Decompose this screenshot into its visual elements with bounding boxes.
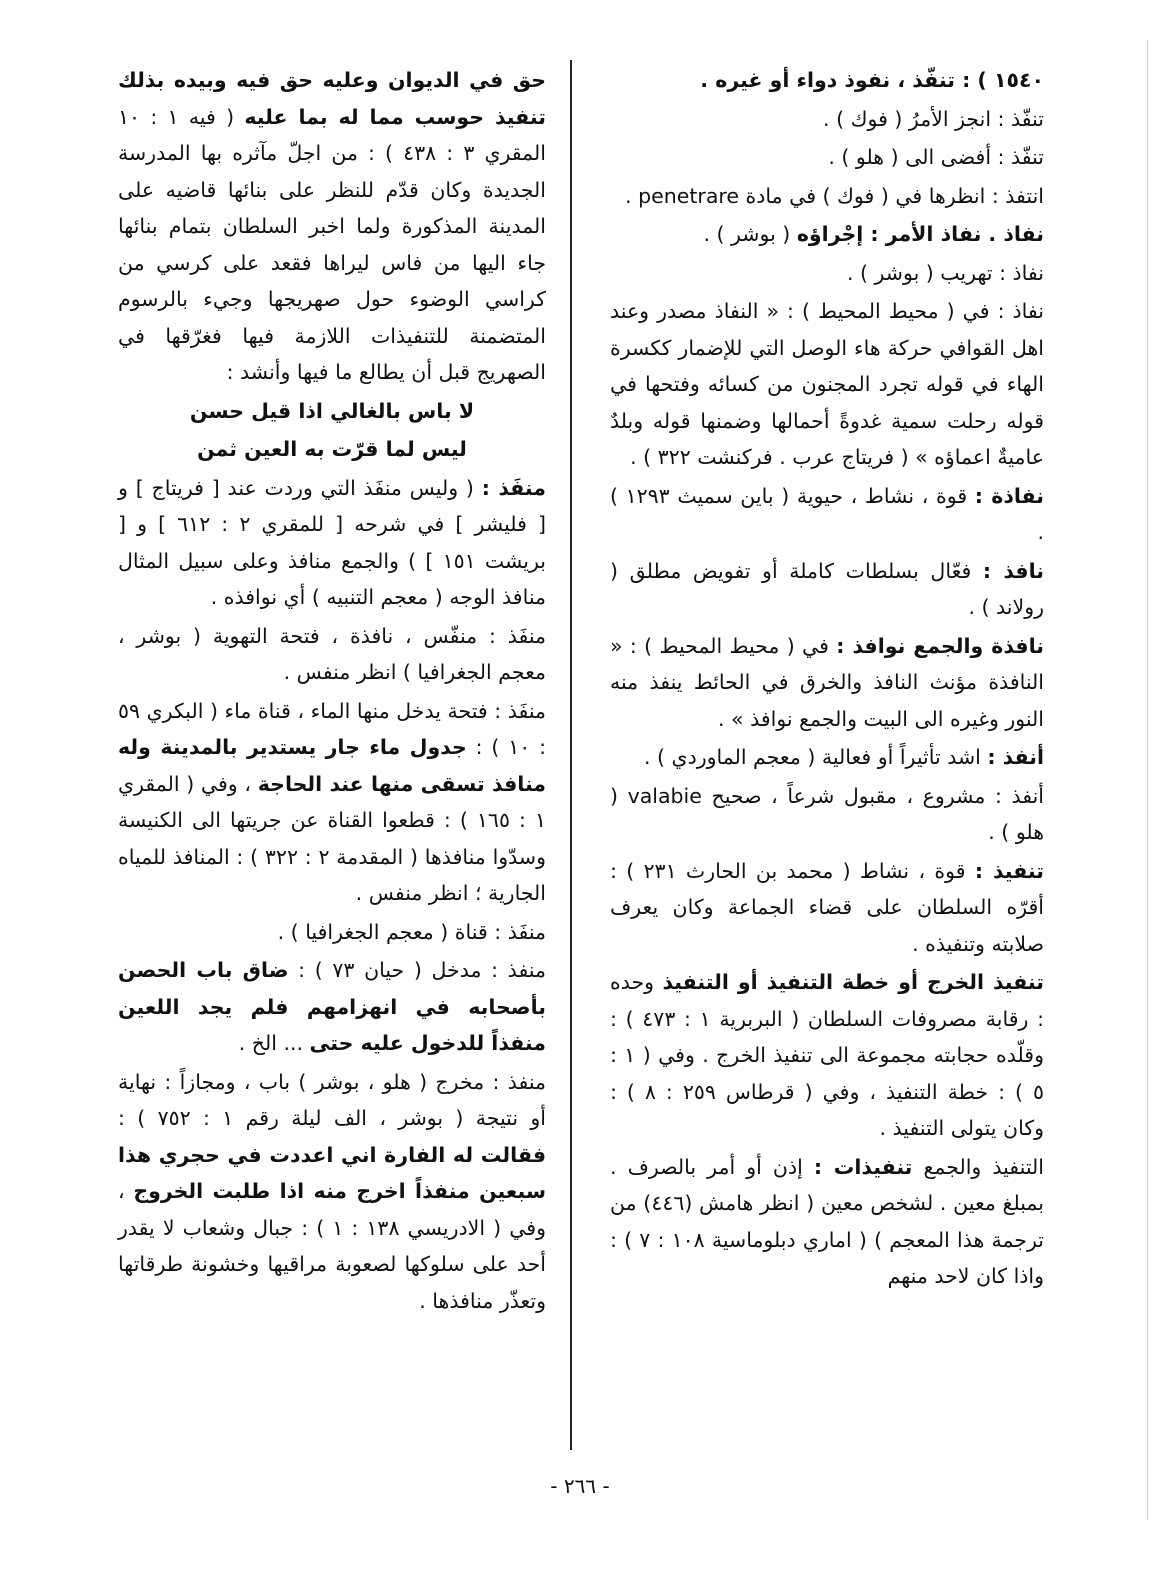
entry-paragraph (610, 628, 1044, 738)
entry-text: إذن أو أمر بالصرف . بمبلغ معين . لشخص معين ( انظر هامش (٤٤٦) من ترجمة هذا المعجم ) ( اماري دبلوماسية ١٠٨ : ٧ ) : واذا كان لاحد منهم (610, 1154, 1044, 1288)
entry-paragraph (118, 393, 546, 430)
entry-paragraph (610, 553, 1044, 626)
entry-headword: تنفيذ : (974, 858, 1044, 883)
entry-text: فعّال بسلطات كاملة أو تفويض مطلق ( رولاند ) . (610, 558, 1044, 619)
entry-paragraph (118, 62, 546, 391)
column-divider (570, 60, 572, 1450)
entry-paragraph (610, 778, 1044, 851)
entry-headword: تنفيذ الخرج أو خطة التنفيذ أو التنفيذ (662, 970, 1044, 994)
entry-text: ، وفي ( الادريسي ١٣٨ : ١ ) : جبال وشعاب لا يقدر أحد على سلوكها لصعوبة مراقيها وخشونة طرقاتها وتعذّر منافذها . (118, 1179, 546, 1313)
entry-headword: نفاذ . نفاذ الأمر : إجْراؤه (796, 222, 1044, 246)
entry-text: ( بوشر ) . (703, 222, 797, 246)
entry-paragraph (610, 101, 1044, 138)
entry-headword: منفَذ : (481, 475, 546, 500)
entry-text: نفاذ : في ( محيط المحيط ) : « النفاذ مصدر وعند اهل القوافي حركة هاء الوصل التي للإضمار ككسرة الهاء في قوله تجرد المجنون من كسائه وفتحها في قوله رحلت سمية غدوةً أحمالها وضمنها قوله وبلدٌ عاميةٌ اعماؤه » ( فريتاج عرب . فركنشت ٣٢٢ ) . (610, 299, 1044, 469)
entry-text: في ( محيط المحيط ) : « النافذة مؤنث النافذ والخرق في الحائط ينفذ منه النور وغيره الى البيت والجمع نوافذ » . (610, 633, 1044, 731)
entry-headword: ليس لما قرّت به العين ثمن (197, 437, 467, 461)
entry-headword: نفاذة : (974, 483, 1044, 508)
entry-text: أنفذ : مشروع ، مقبول شرعاً ، صحيح valabie ( هلو ) . (610, 783, 1045, 844)
entry-paragraph (118, 618, 546, 691)
entry-headword: نافذة والجمع نوافذ : (836, 633, 1044, 658)
page-edge-line (1147, 40, 1148, 1520)
entry-paragraph (118, 914, 546, 951)
entry-headword: حق في الديوان وعليه حق فيه وبيده بذلك تنفيذ حوسب مما له بما عليه (118, 68, 546, 129)
entry-paragraph (118, 470, 546, 616)
entry-paragraph (610, 62, 1044, 99)
entry-text: ، وفي ( المقري ١ : ١٦٥ ) : قطعوا القناة عن جريتها الى الكنيسة وسدّوا منافذها ( المقدمة ٢ : ٣٢٢ ) : المنافذ للمياه الجارية ؛ انظر منفس . (118, 771, 547, 905)
left-column (118, 62, 546, 1321)
entry-headword: نافذ : (982, 558, 1044, 583)
entry-paragraph (610, 293, 1044, 476)
entry-text: اشد تأثيراً أو فعالية ( معجم الماوردي ) . (643, 745, 988, 769)
entry-text: قوة ، نشاط ، حيوية ( باين سميث ١٢٩٣ ) . (610, 483, 1044, 544)
entry-text: منفَذ : فتحة يدخل منها الماء ، قناة ماء ( البكري ٥٩ : ١٠ ) : (118, 698, 546, 759)
entry-text: نفاذ : تهريب ( بوشر ) . (846, 260, 1044, 285)
entry-paragraph (118, 1064, 546, 1320)
entry-paragraph (610, 216, 1044, 253)
entry-text: قوة ، نشاط ( محمد بن الحارث ٢٣١ ) : أقرّه السلطان على قضاء الجماعة وكان يعرف صلابته وتنفيذه . (610, 858, 1044, 956)
entry-text: منفذ : مخرج ( هلو ، بوشر ) باب ، ومجازاً : نهاية أو نتيجة ( بوشر ، الف ليلة رقم ١ : ٧٥٢ ) : (118, 1069, 546, 1130)
entry-paragraph (118, 431, 546, 468)
entry-headword: ضاق باب الحصن بأصحابه في انهزامهم فلم يجد اللعين منفذاً للدخول عليه حتى (118, 958, 546, 1055)
entry-headword: فقالت له الفارة اني اعددت في حجري هذا سبعين منفذاً اخرج منه اذا طلبت الخروج (118, 1142, 546, 1203)
entry-text: منفَذ : منفّس ، نافذة ، فتحة التهوية ( بوشر ، معجم الجغرافيا ) انظر منفس . (118, 623, 546, 684)
entry-text: منفذ : مدخل ( حيان ٧٣ ) : (288, 958, 546, 982)
entry-text: ( فيه ١ : ١٠ المقري ٣ : ٤٣٨ ) : من اجلّ مآثره بها المدرسة الجديدة وكان قدّم للنظر على بنائها قاضيه على المدينة المذكورة ولما اخبر السلطان بتمام بنائها جاء اليها من فاس ليراها فقعد على كرسي من كراسي الوضوء حول صهريجها وجيء بالرسوم المتضمنة للتنفيذات اللازمة فيها فغرّقها في الصهريج قبل أن يطالع ما فيها وأنشد : (118, 104, 546, 384)
page-number: - ٢٦٦ - (550, 1474, 610, 1498)
entry-paragraph (610, 964, 1044, 1147)
entry-headword: تنفيذات : (813, 1154, 913, 1179)
entry-text: تنفّذ : أفضى الى ( هلو ) . (828, 145, 1044, 169)
entry-headword: ١٥٤٠ ) : تنفّذ ، نفوذ دواء أو غيره . (700, 68, 1044, 92)
entry-paragraph (610, 853, 1044, 963)
entry-text: انتفذ : انظرها في ( فوك ) في مادة penetrare . (625, 183, 1044, 208)
entry-paragraph (610, 255, 1044, 292)
entry-paragraph (118, 952, 546, 1062)
entry-text: ( وليس منفَذ التي وردت عند [ فريتاج ] و [ فليشر ] في شرحه [ للمقري ٢ : ٦١٢ ] و [ بريشت ١٥١ ] ) والجمع منافذ وعلى سبيل المثال منافذ الوجه ( معجم التنبيه ) أي نوافذه . (118, 475, 547, 609)
entry-paragraph (610, 739, 1044, 776)
entry-text: تنفّذ : انجز الأمرُ ( فوك ) . (823, 106, 1044, 131)
entry-headword: أنفذ : (987, 745, 1044, 769)
entry-text: ... الخ . (238, 1031, 310, 1055)
entry-text: وحده : رقابة مصروفات السلطان ( البربرية ١ : ٤٧٣ ) : وقلّده حجابته مجموعة الى تنفيذ الخرج . وفي ( ١ : ٥ ) : خطة التنفيذ ، وفي ( قرطاس ٢٥٩ : ٨ ) : وكان يتولى التنفيذ . (610, 970, 1044, 1140)
entry-paragraph (118, 693, 546, 912)
entry-paragraph (610, 178, 1044, 215)
right-column (610, 62, 1044, 1297)
entry-paragraph (610, 478, 1044, 551)
entry-paragraph (610, 139, 1044, 176)
entry-text: التنفيذ والجمع (912, 1154, 1044, 1179)
entry-headword: لا باس بالغالي اذا قيل حسن (189, 398, 475, 423)
entry-headword: جدول ماء جار يستدير بالمدينة وله منافذ تسقى منها عند الحاجة (118, 735, 546, 796)
entry-paragraph (610, 1149, 1044, 1295)
entry-text: منفَذ : قناة ( معجم الجغرافيا ) . (277, 919, 546, 944)
